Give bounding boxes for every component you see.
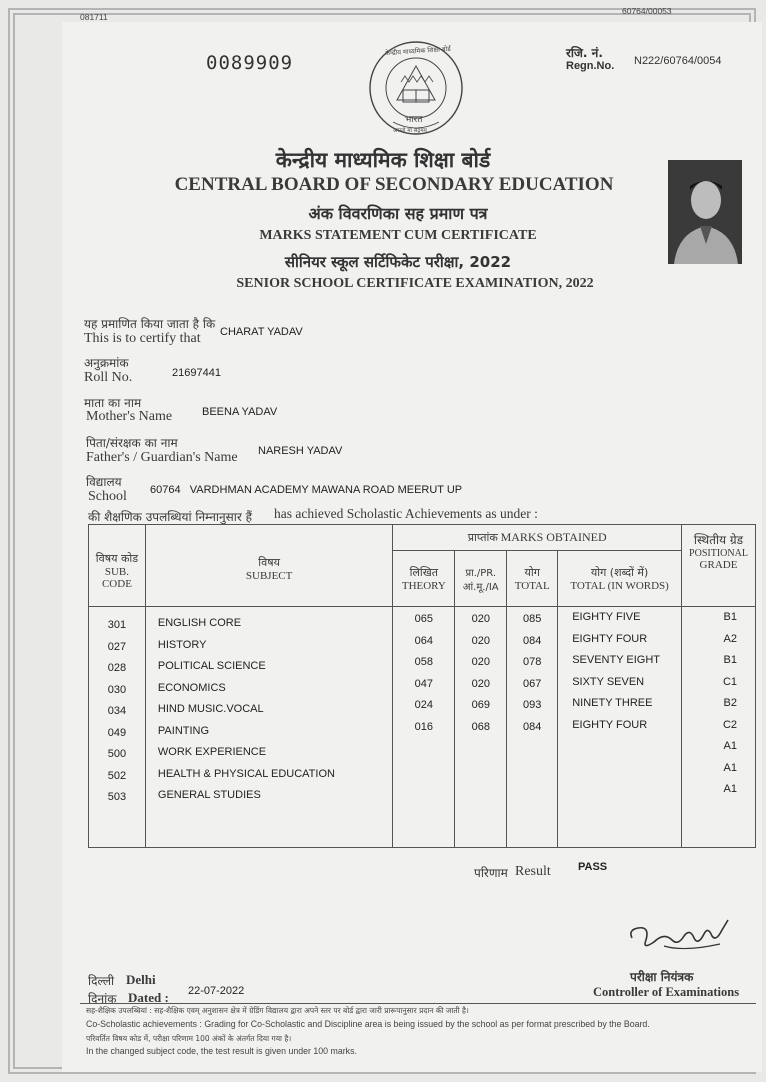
- sub-code: 049: [107, 726, 127, 739]
- total-marks: 085: [523, 613, 542, 625]
- exam-title-english: SENIOR SCHOOL CERTIFICATE EXAMINATION, 2022: [236, 276, 594, 291]
- result-label-english: Result: [515, 864, 551, 879]
- practical-marks: 020: [471, 613, 490, 625]
- header-total-hindi: योग: [524, 566, 540, 579]
- header-code-en2: CODE: [101, 578, 132, 590]
- header-subject-hindi: विषय: [258, 556, 280, 569]
- total-in-words: SEVENTY EIGHT: [572, 654, 661, 666]
- subject-name: WORK EXPERIENCE: [157, 746, 267, 758]
- footnote-hindi-2: परिवर्तित विषय कोड में, परीक्षा परिणाम 100 अंकों के अंतर्गत दिया गया है।: [86, 1034, 292, 1043]
- header-total: [507, 551, 558, 607]
- mother-name: BEENA YADAV: [202, 406, 278, 418]
- theory-marks: 047: [414, 677, 434, 690]
- school-name: 60764 VARDHMAN ACADEMY MAWANA ROAD MEERUT UP: [150, 484, 463, 496]
- positional-grade: A1: [723, 740, 737, 752]
- subject-name: HEALTH & PHYSICAL EDUCATION: [157, 767, 335, 780]
- sub-code: 027: [107, 640, 127, 653]
- board-name-english: CENTRAL BOARD OF SECONDARY EDUCATION: [174, 174, 614, 195]
- grade-column: [681, 607, 755, 848]
- board-name-hindi: केन्द्रीय माध्यमिक शिक्षा बोर्ड: [275, 148, 491, 172]
- document-title-hindi: अंक विवरणिका सह प्रमाण पत्र: [308, 204, 488, 223]
- total-marks: 084: [523, 634, 542, 647]
- school-label-hindi: विद्यालय: [86, 475, 122, 489]
- certify-label-hindi: यह प्रमाणित किया जाता है कि: [84, 317, 216, 331]
- total-column: [507, 607, 558, 848]
- positional-grade: A2: [723, 632, 737, 645]
- footnote-hindi-1: सह-शैक्षिक उपलब्धियां : सह-शैक्षिक एवम् अनुशासन क्षेत्र में ग्रेडिंग विद्यालय द्वारा अपने स्तर पर बोर्ड द्वारा जारी प्रारूपानुसार प्रदान की जाती है।: [86, 1006, 469, 1015]
- dated-value: 22-07-2022: [188, 985, 245, 997]
- dated-label-english: Dated :: [128, 990, 169, 1005]
- sub-code: 500: [107, 748, 127, 760]
- sub-code: 028: [107, 662, 127, 674]
- total-marks: 078: [523, 656, 542, 668]
- seal-motto: असतो मा सद्गमय: [393, 128, 427, 134]
- header-words-english: TOTAL (IN WORDS): [570, 580, 669, 592]
- sub-code: 301: [107, 619, 127, 631]
- header-pr-top: प्रा./PR.: [465, 567, 497, 579]
- regn-label-hi: रजि. नं.: [566, 46, 603, 60]
- result-value: PASS: [578, 861, 608, 873]
- header-code-en1: SUB.: [104, 566, 130, 578]
- header-pr-bottom: आं.मू./IA: [462, 581, 499, 593]
- header-grade-en2: GRADE: [699, 559, 738, 571]
- words-column: [558, 607, 682, 848]
- positional-grade: C2: [722, 718, 737, 731]
- father-name: NARESH YADAV: [258, 445, 343, 457]
- total-in-words: EIGHTY FOUR: [572, 632, 648, 645]
- place-hindi: दिल्ली: [88, 974, 115, 988]
- total-marks: 084: [523, 720, 542, 733]
- result-label-hindi: परिणाम: [474, 866, 508, 880]
- header-theory-hindi: लिखित: [409, 566, 439, 579]
- dated-label-hindi: दिनांक: [88, 992, 117, 1006]
- header-code-hindi: विषय कोड: [95, 552, 139, 565]
- total-in-words: EIGHTY FIVE: [572, 611, 641, 623]
- header-grade-hindi: स्थितीय ग्रेड: [693, 533, 744, 547]
- subject-name: PAINTING: [157, 724, 210, 737]
- header-sub-code: [89, 525, 146, 607]
- subject-name: ECONOMICS: [157, 681, 226, 694]
- regn-label-en: Regn.No.: [566, 60, 615, 72]
- header-practical: [455, 551, 507, 607]
- footer-divider: [80, 1003, 756, 1004]
- subject-name: HISTORY: [157, 638, 207, 651]
- total-in-words: SIXTY SEVEN: [572, 675, 645, 688]
- header-total-words: [558, 551, 682, 607]
- place-english: Delhi: [126, 972, 156, 987]
- total-marks: 067: [523, 677, 542, 690]
- total-in-words: NINETY THREE: [572, 697, 653, 709]
- father-label-hindi: पिता/संरक्षक का नाम: [86, 436, 178, 450]
- total-marks: 093: [523, 699, 542, 711]
- sub-code: 030: [107, 683, 127, 696]
- positional-grade: A1: [723, 783, 737, 795]
- father-label-english: Father's / Guardian's Name: [86, 450, 238, 465]
- serial-top-left: 081711: [80, 12, 108, 22]
- achieved-label-hindi: की शैक्षणिक उपलब्धियां निम्नानुसार हैं: [88, 510, 252, 524]
- subject-name: POLITICAL SCIENCE: [157, 660, 266, 672]
- theory-marks: 064: [414, 634, 434, 647]
- student-name: CHARAT YADAV: [220, 326, 303, 338]
- roll-label-english: Roll No.: [84, 370, 133, 385]
- regn-number: N222/60764/0054: [634, 55, 722, 67]
- controller-title-hindi: परीक्षा नियंत्रक: [630, 970, 694, 984]
- sub-code: 502: [107, 769, 127, 782]
- exam-title-hindi: सीनियर स्कूल सर्टिफिकेट परीक्षा, 2022: [284, 253, 512, 271]
- certificate-number: 0089909: [206, 52, 294, 74]
- roll-number: 21697441: [172, 367, 221, 379]
- codes-column: [89, 607, 146, 848]
- practical-marks: 069: [471, 699, 490, 711]
- positional-grade: B1: [723, 611, 737, 623]
- theory-marks: 058: [414, 656, 434, 668]
- theory-marks: 016: [414, 720, 434, 733]
- practical-marks: 020: [471, 656, 490, 668]
- positional-grade: C1: [722, 675, 737, 688]
- subject-name: GENERAL STUDIES: [157, 789, 261, 801]
- seal-text-top: केन्द्रीय माध्यमिक शिक्षा बोर्ड: [384, 44, 452, 58]
- controller-title-english: Controller of Examinations: [593, 985, 740, 999]
- roll-label-hindi: अनुक्रमांक: [84, 356, 129, 370]
- total-in-words: EIGHTY FOUR: [572, 718, 648, 731]
- header-marks-obtained: [393, 525, 682, 551]
- header-subject: [145, 525, 392, 607]
- header-subject-english: SUBJECT: [245, 570, 293, 582]
- theory-marks: 065: [414, 613, 434, 625]
- practical-marks: 068: [471, 720, 490, 733]
- marks-table: [88, 524, 756, 848]
- header-total-english: TOTAL: [514, 580, 550, 592]
- subject-name: HIND MUSIC.VOCAL: [157, 703, 264, 715]
- header-marks-hindi: प्राप्तांक: [467, 531, 498, 544]
- seal-text-bottom: भारत: [405, 115, 423, 125]
- certify-label-english: This is to certify that: [84, 331, 201, 346]
- sub-code: 034: [107, 705, 127, 717]
- sub-code: 503: [107, 791, 127, 803]
- footnote-english-2: In the changed subject code, the test result is given under 100 marks.: [86, 1046, 357, 1056]
- subjects-column: [145, 607, 392, 848]
- footnote-english-1: Co-Scholastic achievements : Grading for Co-Scholastic and Discipline area is being issued by the school as per format prescribed by the Board.: [86, 1019, 650, 1029]
- positional-grade: B2: [723, 697, 737, 709]
- header-theory-english: THEORY: [401, 580, 446, 592]
- practical-marks: 020: [471, 677, 490, 690]
- positional-grade: A1: [723, 761, 737, 774]
- positional-grade: B1: [723, 654, 737, 666]
- header-theory: [393, 551, 455, 607]
- mother-label-english: Mother's Name: [86, 409, 173, 424]
- header-marks-english: MARKS OBTAINED: [500, 530, 607, 544]
- subject-name: ENGLISH CORE: [157, 617, 242, 629]
- mother-label-hindi: माता का नाम: [84, 396, 142, 410]
- document-title-english: MARKS STATEMENT CUM CERTIFICATE: [259, 228, 537, 243]
- practical-marks: 020: [471, 634, 490, 647]
- serial-top-right: 60764/00053: [622, 6, 672, 16]
- theory-marks: 024: [414, 699, 434, 711]
- header-words-hindi: योग (शब्दों में): [590, 566, 649, 579]
- controller-signature: [624, 906, 732, 956]
- header-grade-en1: POSITIONAL: [689, 548, 748, 559]
- practical-column: [455, 607, 507, 848]
- theory-column: [393, 607, 455, 848]
- header-positional-grade: [681, 525, 755, 607]
- achieved-label-english: has achieved Scholastic Achievements as under :: [274, 506, 538, 521]
- school-label-english: School: [88, 489, 127, 504]
